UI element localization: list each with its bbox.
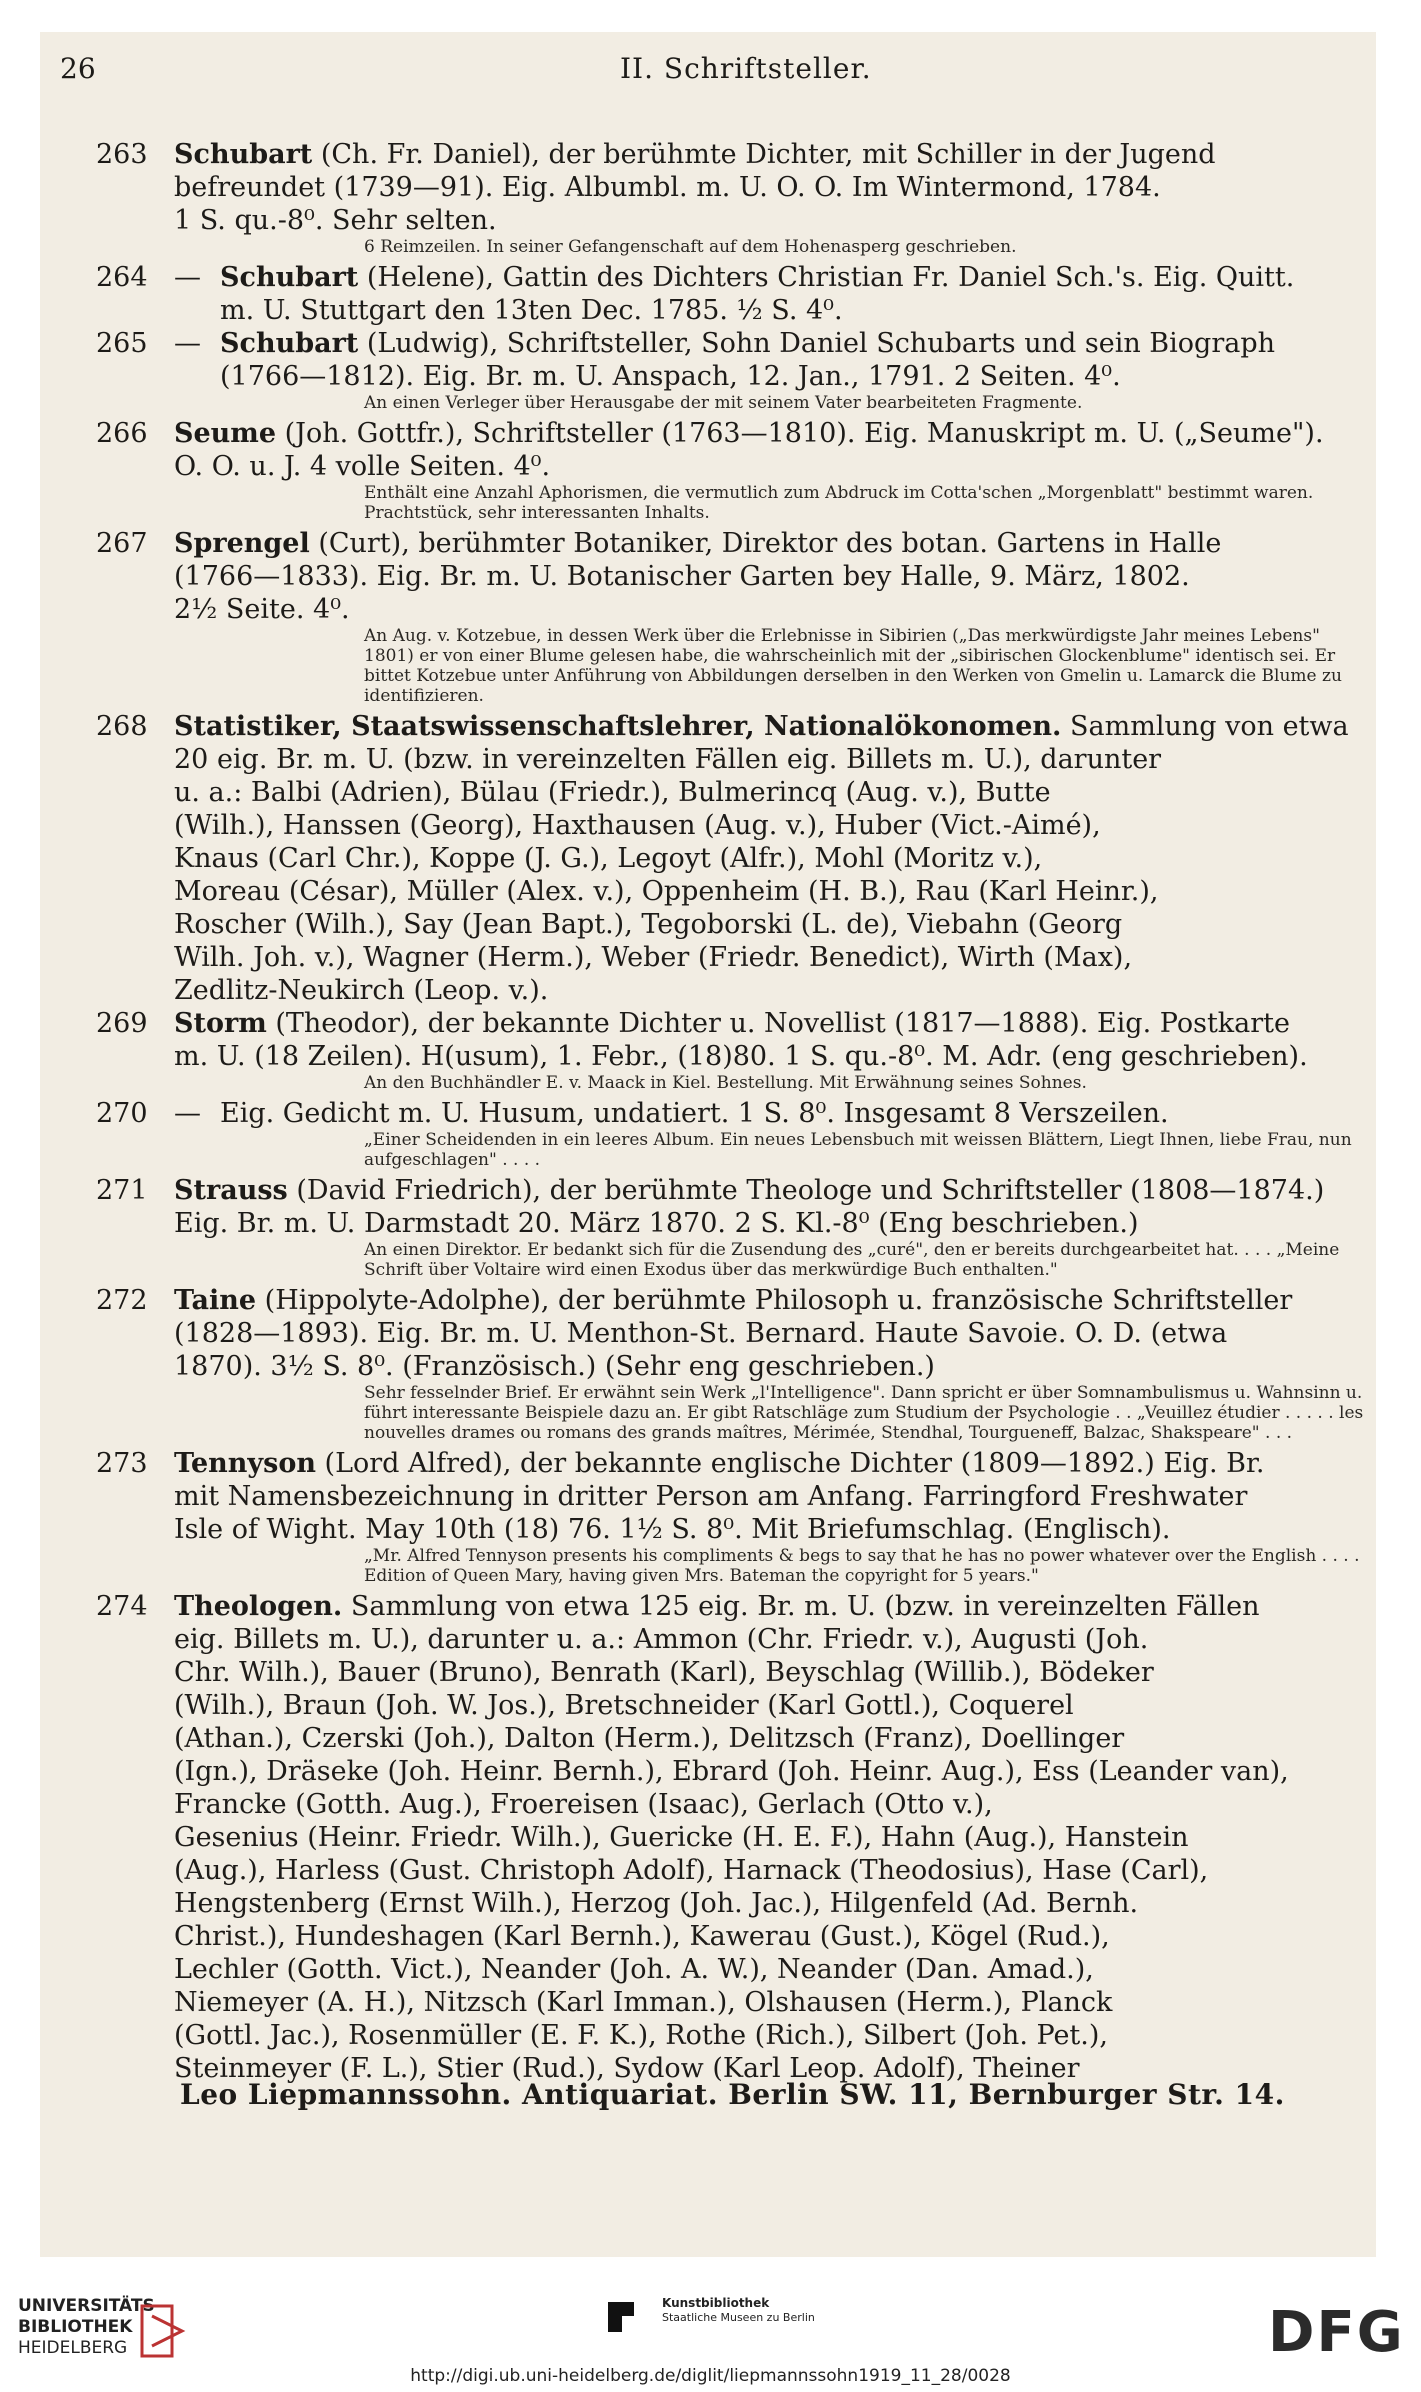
entry-note: Enthält eine Anzahl Aphorismen, die vermutlich zum Abdruck im Cotta'schen „Morgenblatt" bestimmt waren. Prachtstück, sehr interessanten Inhalts.: [364, 483, 1314, 523]
entry-continuation-line: (Ign.), Dräseke (Joh. Heinr. Bernh.), Ebrard (Joh. Heinr. Aug.), Ess (Leander van), Francke (Gotth. Aug.), Froereisen (Isaac), Gerlach (Otto v.),: [174, 1756, 1289, 1820]
entry-continuation-line: Roscher (Wilh.), Say (Jean Bapt.), Tegoborski (L. de), Viebahn (Georg: [174, 909, 1123, 940]
entry-first-line: (Hippolyte-Adolphe), der berühmte Philosoph u. französische Schriftsteller: [256, 1285, 1293, 1316]
entry-first-line: Eig. Gedicht m. U. Husum, undatiert. 1 S. 8⁰. Insgesamt 8 Verszeilen.: [220, 1098, 1169, 1129]
entry-dash: —: [174, 1098, 201, 1129]
entry-lead: Tennyson: [174, 1448, 316, 1479]
entry-continuation-line: Moreau (César), Müller (Alex. v.), Oppenheim (H. B.), Rau (Karl Heinr.),: [174, 876, 1159, 907]
entry-lead: Storm: [174, 1008, 267, 1039]
entry-number: 268: [96, 711, 148, 742]
kb-line-1: Kunstbibliothek: [662, 2296, 770, 2310]
ub-line-2: BIBLIOTHEK: [18, 2317, 133, 2337]
entry-number: 267: [96, 528, 148, 559]
entry-note: „Mr. Alfred Tennyson presents his compliments & begs to say that he has no power whatever over the English . . . . Edition of Queen Mary, having given Mrs. Bateman the copyright for 5 years.": [364, 1546, 1360, 1586]
entry-number: 264: [96, 262, 148, 293]
entry-continuation-line: Hengstenberg (Ernst Wilh.), Herzog (Joh. Jac.), Hilgenfeld (Ad. Bernh.: [174, 1888, 1139, 1919]
catalog-entry: [96, 261, 1368, 327]
entry-first-line: (Joh. Gottfr.), Schriftsteller (1763—1810). Eig. Manuskript m. U. („Seume").: [276, 418, 1324, 449]
page-number: 26: [60, 52, 96, 85]
entry-text: [174, 417, 1368, 483]
publisher-footer: Leo Liepmannssohn. Antiquariat. Berlin SW. 11, Bernburger Str. 14.: [180, 2078, 1285, 2111]
entry-lead: Taine: [174, 1285, 257, 1316]
entry-continuation-line: O. O. u. J. 4 volle Seiten. 4⁰.: [174, 451, 551, 482]
entry-first-line: (Helene), Gattin des Dichters Christian Fr. Daniel Sch.'s. Eig. Quitt.: [358, 262, 1295, 293]
catalog-entry: [96, 1097, 1368, 1130]
entry-continuation-line: (Gottl. Jac.), Rosenmüller (E. F. K.), Rothe (Rich.), Silbert (Joh. Pet.),: [174, 2020, 1108, 2051]
catalog-entry: [96, 417, 1368, 483]
catalog-entry: [96, 710, 1368, 1007]
entry-continuation-line: (1828—1893). Eig. Br. m. U. Menthon-St. Bernard. Haute Savoie. O. D. (etwa: [174, 1318, 1228, 1349]
entry-continuation-line: (Athan.), Czerski (Joh.), Dalton (Herm.), Delitzsch (Franz), Doellinger: [174, 1723, 1125, 1754]
entry-continuation-line: Isle of Wight. May 10th (18) 76. 1½ S. 8⁰. Mit Briefumschlag. (Englisch).: [174, 1514, 1171, 1545]
entry-text: [174, 1174, 1368, 1240]
entry-continuation-line: Christ.), Hundeshagen (Karl Bernh.), Kawerau (Gust.), Kögel (Rud.),: [174, 1921, 1110, 1952]
entry-continuation-line: Eig. Br. m. U. Darmstadt 20. März 1870. 2 S. Kl.-8⁰ (Eng beschrieben.): [174, 1208, 1139, 1239]
entry-continuation-line: Knaus (Carl Chr.), Koppe (J. G.), Legoyt (Alfr.), Mohl (Moritz v.),: [174, 843, 1043, 874]
entry-first-line: (Curt), berühmter Botaniker, Direktor des botan. Gartens in Halle: [309, 528, 1222, 559]
entry-first-line: (David Friedrich), der berühmte Theologe und Schriftsteller (1808—1874.): [287, 1175, 1325, 1206]
page-header: [60, 52, 1370, 108]
entry-note: An einen Direktor. Er bedankt sich für die Zusendung des „curé", den er bereits durchgearbeitet hat. . . . „Meine Schrift über Voltaire wird einen Exodus über das merkwürdige Buch enthalten.": [364, 1240, 1340, 1280]
entry-note: Sehr fesselnder Brief. Er erwähnt sein Werk „l'Intelligence". Dann spricht er über Somnambulismus u. Wahnsinn u. führt interessante Beispiele dazu an. Er gibt Ratschläge zum Studium der Psychologie . . „Veuillez étudier . . . . . les nouvelles drames ou romans des grands maîtres, Mérimée, Stendhal, Tourgueneff, Balzac, Shakspeare" . . .: [364, 1383, 1364, 1443]
entry-continuation-line: Lechler (Gotth. Vict.), Neander (Joh. A. W.), Neander (Dan. Amad.),: [174, 1954, 1094, 1985]
entry-number: 265: [96, 328, 148, 359]
entry-continuation-line: (1766—1833). Eig. Br. m. U. Botanischer Garten bey Halle, 9. März, 1802.: [174, 561, 1190, 592]
entry-continuation-line: (Wilh.), Braun (Joh. W. Jos.), Bretschneider (Karl Gottl.), Coquerel: [174, 1690, 1074, 1721]
kb-line-2: Staatliche Museen zu Berlin: [662, 2311, 815, 2324]
dfg-logo[interactable]: DFG: [1268, 2300, 1405, 2365]
entry-continuation-line: 1870). 3½ S. 8⁰. (Französisch.) (Sehr eng geschrieben.): [174, 1351, 935, 1382]
entry-continuation-line: Niemeyer (A. H.), Nitzsch (Karl Imman.), Olshausen (Herm.), Planck: [174, 1987, 1113, 2018]
entry-lead: Strauss: [174, 1175, 288, 1206]
entry-lead: Theologen.: [174, 1591, 343, 1622]
entry-text: [174, 1447, 1368, 1546]
section-title: II. Schriftsteller.: [620, 52, 872, 85]
entry-text: [220, 327, 1368, 393]
entry-continuation-line: 20 eig. Br. m. U. (bzw. in vereinzelten Fällen eig. Billets m. U.), darunter: [174, 744, 1162, 775]
entry-text: [220, 261, 1368, 327]
entry-number: 266: [96, 418, 148, 449]
entry-text: [174, 527, 1368, 626]
entry-number: 269: [96, 1008, 148, 1039]
entry-continuation-line: (Wilh.), Hanssen (Georg), Haxthausen (Aug. v.), Huber (Vict.-Aimé),: [174, 810, 1101, 841]
entry-continuation-line: befreundet (1739—91). Eig. Albumbl. m. U. O. O. Im Wintermond, 1784.: [174, 172, 1161, 203]
entry-lead: Schubart: [220, 328, 359, 359]
entry-number: 274: [96, 1591, 148, 1622]
entry-continuation-line: Chr. Wilh.), Bauer (Bruno), Benrath (Karl), Beyschlag (Willib.), Bödeker: [174, 1657, 1154, 1688]
entry-text: [174, 1007, 1368, 1073]
ub-line-1: UNIVERSITÄTS-: [18, 2296, 162, 2316]
entry-continuation-line: 2½ Seite. 4⁰.: [174, 594, 350, 625]
entry-first-line: (Ludwig), Schriftsteller, Sohn Daniel Schubarts und sein Biograph: [358, 328, 1275, 359]
catalog-entry: [96, 1284, 1368, 1383]
entry-text: [174, 710, 1368, 1007]
entry-first-line: (Ch. Fr. Daniel), der berühmte Dichter, mit Schiller in der Jugend: [312, 139, 1216, 170]
entry-first-line: (Lord Alfred), der bekannte englische Dichter (1809—1892.) Eig. Br.: [315, 1448, 1265, 1479]
entry-first-line: (Theodor), der bekannte Dichter u. Novellist (1817—1888). Eig. Postkarte: [266, 1008, 1290, 1039]
permalink-url[interactable]: http://digi.ub.uni-heidelberg.de/diglit/liepmannssohn1919_11_28/0028: [410, 2366, 1011, 2386]
entry-continuation-line: 1 S. qu.-8⁰. Sehr selten.: [174, 205, 497, 236]
entry-number: 270: [96, 1098, 148, 1129]
catalog-entry: [96, 527, 1368, 626]
ub-line-3: HEIDELBERG: [18, 2338, 128, 2358]
entry-text: [220, 1097, 1368, 1130]
entry-first-line: Sammlung von etwa 125 eig. Br. m. U. (bzw. in vereinzelten Fällen: [342, 1591, 1260, 1622]
ub-heidelberg-emblem-icon: [132, 2296, 192, 2366]
entry-dash: —: [174, 328, 201, 359]
entry-number: 271: [96, 1175, 148, 1206]
catalog-entry: [96, 1590, 1368, 2085]
entry-text: [174, 1284, 1368, 1383]
catalog-entry: [96, 1447, 1368, 1546]
entry-continuation-line: m. U. Stuttgart den 13ten Dec. 1785. ½ S. 4⁰.: [220, 295, 843, 326]
catalog-entry: [96, 1174, 1368, 1240]
entry-number: 263: [96, 139, 148, 170]
entry-lead: Statistiker, Staatswissenschaftslehrer, Nationalökonomen.: [174, 711, 1062, 742]
entry-note: 6 Reimzeilen. In seiner Gefangenschaft auf dem Hohenasperg geschrieben.: [364, 237, 1017, 257]
entry-continuation-line: mit Namensbezeichnung in dritter Person am Anfang. Farringford Freshwater: [174, 1481, 1248, 1512]
entry-number: 273: [96, 1448, 148, 1479]
entry-lead: Seume: [174, 418, 277, 449]
catalog-entries: [96, 138, 1368, 2084]
entry-note: An Aug. v. Kotzebue, in dessen Werk über die Erlebnisse in Sibirien („Das merkwürdigste Jahr meines Lebens" 1801) er von einer Blume gelesen habe, die wahrscheinlich mit der „sibirischen Glockenblume" identisch sei. Er bittet Kotzebue unter Anführung von Abbildungen derselben in den Werken von Gmelin u. Lamarck die Blume zu identifizieren.: [364, 626, 1342, 706]
entry-continuation-line: Steinmeyer (F. L.), Stier (Rud.), Sydow (Karl Leop. Adolf), Theiner: [174, 2053, 1080, 2084]
entry-continuation-line: m. U. (18 Zeilen). H(usum), 1. Febr., (18)80. 1 S. qu.-8⁰. M. Adr. (eng geschrieben).: [174, 1041, 1308, 1072]
entry-lead: Schubart: [174, 139, 313, 170]
entry-lead: Sprengel: [174, 528, 310, 559]
entry-note: „Einer Scheidenden in ein leeres Album. Ein neues Lebensbuch mit weissen Blättern, Liegt Ihnen, liebe Frau, nun aufgeschlagen" . . . .: [364, 1130, 1352, 1170]
entry-note: An einen Verleger über Herausgabe der mit seinem Vater bearbeiteten Fragmente.: [364, 393, 1083, 413]
entry-dash: —: [174, 262, 201, 293]
entry-first-line: Sammlung von etwa: [1061, 711, 1349, 742]
ub-heidelberg-logo-text[interactable]: [18, 2296, 238, 2366]
entry-continuation-line: Zedlitz-Neukirch (Leop. v.).: [174, 975, 549, 1006]
entry-continuation-line: eig. Billets m. U.), darunter u. a.: Ammon (Chr. Friedr. v.), Augusti (Joh.: [174, 1624, 1149, 1655]
entry-text: [174, 138, 1368, 237]
entry-continuation-line: u. a.: Balbi (Adrien), Bülau (Friedr.), Bulmerincq (Aug. v.), Butte: [174, 777, 1051, 808]
kunstbibliothek-text[interactable]: [662, 2296, 922, 2346]
entry-continuation-line: Wilh. Joh. v.), Wagner (Herm.), Weber (Friedr. Benedict), Wirth (Max),: [174, 942, 1133, 973]
entry-text: [174, 1590, 1368, 2085]
kunstbibliothek-logo-icon: [604, 2296, 650, 2342]
entry-note: An den Buchhändler E. v. Maack in Kiel. Bestellung. Mit Erwähnung seines Sohnes.: [364, 1073, 1087, 1093]
catalog-entry: [96, 327, 1368, 393]
entry-continuation-line: (Aug.), Harless (Gust. Christoph Adolf), Harnack (Theodosius), Hase (Carl),: [174, 1855, 1209, 1886]
catalog-entry: [96, 1007, 1368, 1073]
entry-continuation-line: (1766—1812). Eig. Br. m. U. Anspach, 12. Jan., 1791. 2 Seiten. 4⁰.: [220, 361, 1121, 392]
entry-number: 272: [96, 1285, 148, 1316]
entry-lead: Schubart: [220, 262, 359, 293]
catalog-entry: [96, 138, 1368, 237]
entry-continuation-line: Gesenius (Heinr. Friedr. Wilh.), Guericke (H. E. F.), Hahn (Aug.), Hanstein: [174, 1822, 1189, 1853]
